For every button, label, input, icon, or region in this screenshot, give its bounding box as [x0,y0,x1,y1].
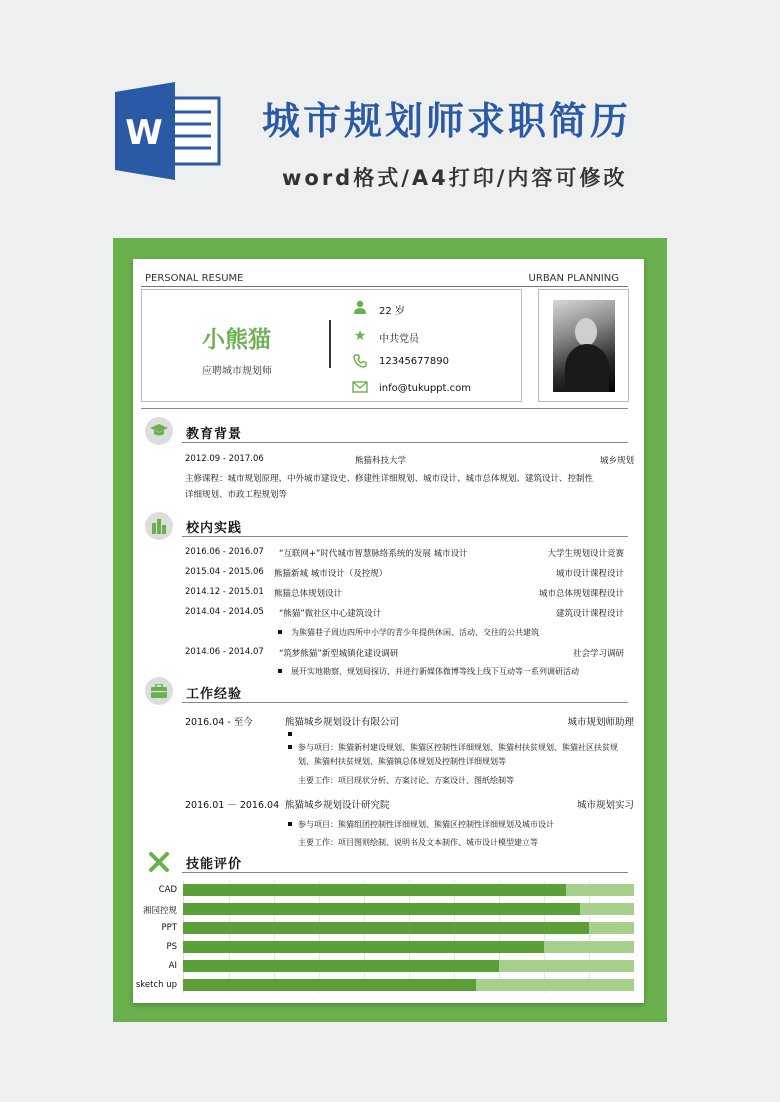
skill-bar-fill [183,960,499,972]
section-title-practice: 校内实践 [186,521,243,536]
practice-name: “熊猫”微社区中心建筑设计 [279,609,382,619]
skill-bar-fill [183,979,476,991]
person-icon [352,300,368,316]
skill-label: 湘园控规 [142,906,177,916]
skill-bar-fill [183,903,580,915]
mail-icon [352,381,368,397]
profile-box [141,289,522,402]
skill-label: PPT [161,923,177,933]
skill-grid [183,881,634,993]
photo-frame [538,289,629,402]
job-period: 2016.01 － 2016.04 [185,800,280,811]
practice-name: 熊猫新城 城市设计（及控规） [274,569,388,579]
section-title-skills: 技能评价 [186,857,243,872]
practice-note: 展开实地勘察、规划局探访、并进行新媒体微博等线上线下互动等一系列调研活动 [291,667,579,676]
section-title-work: 工作经验 [186,687,243,702]
section-underline [182,702,628,703]
header-left-label: PERSONAL RESUME [145,273,244,284]
star-icon: ★ [353,328,367,344]
job-company: 熊猫城乡规划设计有限公司 [285,717,400,728]
word-icon-letter: W [125,113,163,153]
job-intent: 应聘城市规划师 [202,366,272,377]
practice-name: 熊猫总体规划设计 [274,589,343,599]
phone-icon [352,354,368,370]
job-duty: 主要工作：项目现状分析、方案讨论、方案设计、图纸绘制等 [298,776,514,785]
skill-label: CAD [158,885,177,895]
info-text: 12345677890 [379,356,449,367]
skill-bar-track [183,979,634,991]
tools-icon [145,848,173,876]
profile-divider [329,320,331,368]
practice-period: 2015.04 - 2015.06 [185,567,264,577]
edu-school: 熊猫科技大学 [355,456,407,466]
divider [141,408,628,409]
info-text: 22 岁 [379,306,405,317]
section-underline [182,536,628,537]
info-text: info@tukuppt.com [379,383,471,394]
banner-title: 城市规划师求职简历 [262,99,632,143]
header-divider [141,286,628,287]
skill-bar-track [183,884,634,896]
job-company: 熊猫城乡规划设计研究院 [285,800,390,811]
skill-bar-fill [183,922,589,934]
skill-bar-fill [183,884,566,896]
practice-type: 建筑设计课程设计 [555,609,624,619]
edu-major: 城乡规划 [599,456,634,466]
buildings-icon [145,512,173,540]
skill-bar-track [183,922,634,934]
skill-bar-fill [183,941,544,953]
bullet [288,745,292,749]
skill-bar-track [183,903,634,915]
edu-courses-line: 详细规划、市政工程规划等 [185,490,288,500]
graduation-cap-icon [145,417,173,445]
edu-period: 2012.09 - 2017.06 [185,454,264,464]
practice-period: 2016.06 - 2016.07 [185,547,264,557]
resume-sheet [133,259,644,1003]
bullet [278,669,282,673]
practice-note: 为熊猫巷子周边四所中小学的青少年提供休闲、活动、交往的公共建筑 [291,628,539,637]
job-duty: 主要工作：项目图则绘制、说明书及文本制作、城市设计模型建立等 [298,838,538,847]
bullet [288,822,292,826]
practice-name: “筑梦熊猫”新型城镇化建设调研 [279,649,399,659]
job-period: 2016.04 - 至今 [185,717,253,728]
skill-label: PS [166,942,177,952]
section-underline [182,872,628,873]
job-position: 城市规划实习 [576,800,634,811]
practice-period: 2014.06 - 2014.07 [185,647,264,657]
bullet [288,732,292,736]
skill-label: AI [168,961,177,971]
skill-label: sketch up [135,980,177,990]
skill-bar-track [183,960,634,972]
practice-name: “互联网+”时代城市智慧脉络系统的发展 城市设计 [279,549,468,559]
profile-photo [553,300,615,392]
practice-type: 城市设计课程设计 [555,569,624,579]
skill-bar-track [183,941,634,953]
word-icon [115,82,223,180]
section-title-education: 教育背景 [186,427,243,442]
job-projects: 参与项目：熊猫新村建设规划、熊猫区控制性详细规划、熊猫村扶贫规划、熊猫社区扶贫规 [298,743,618,752]
job-projects: 划、熊猫村扶贫规划、熊猫镇总体规划及控制性详细规划等 [298,757,506,766]
job-position: 城市规划师助理 [567,717,634,728]
practice-type: 城市总体规划课程设计 [538,589,624,599]
header-right-label: URBAN PLANNING [528,273,619,284]
banner-subtitle: word格式/A4打印/内容可修改 [282,166,628,190]
edu-courses-line: 主修课程：城市规划原理、中外城市建设史、修建性详细规划、城市设计、城市总体规划、建筑设计、控制性 [185,474,594,484]
briefcase-icon [145,677,173,705]
practice-type: 大学生规划设计竞赛 [547,549,624,559]
practice-type: 社会学习调研 [572,649,624,659]
bullet [278,630,282,634]
info-text: 中共党员 [379,334,419,345]
candidate-name: 小熊猫 [202,327,271,353]
practice-period: 2014.12 - 2015.01 [185,587,264,597]
practice-period: 2014.04 - 2014.05 [185,607,264,617]
section-underline [182,442,628,443]
job-projects: 参与项目：熊猫组团控制性详细规划、熊猫区控制性详细规划及城市设计 [298,820,554,829]
